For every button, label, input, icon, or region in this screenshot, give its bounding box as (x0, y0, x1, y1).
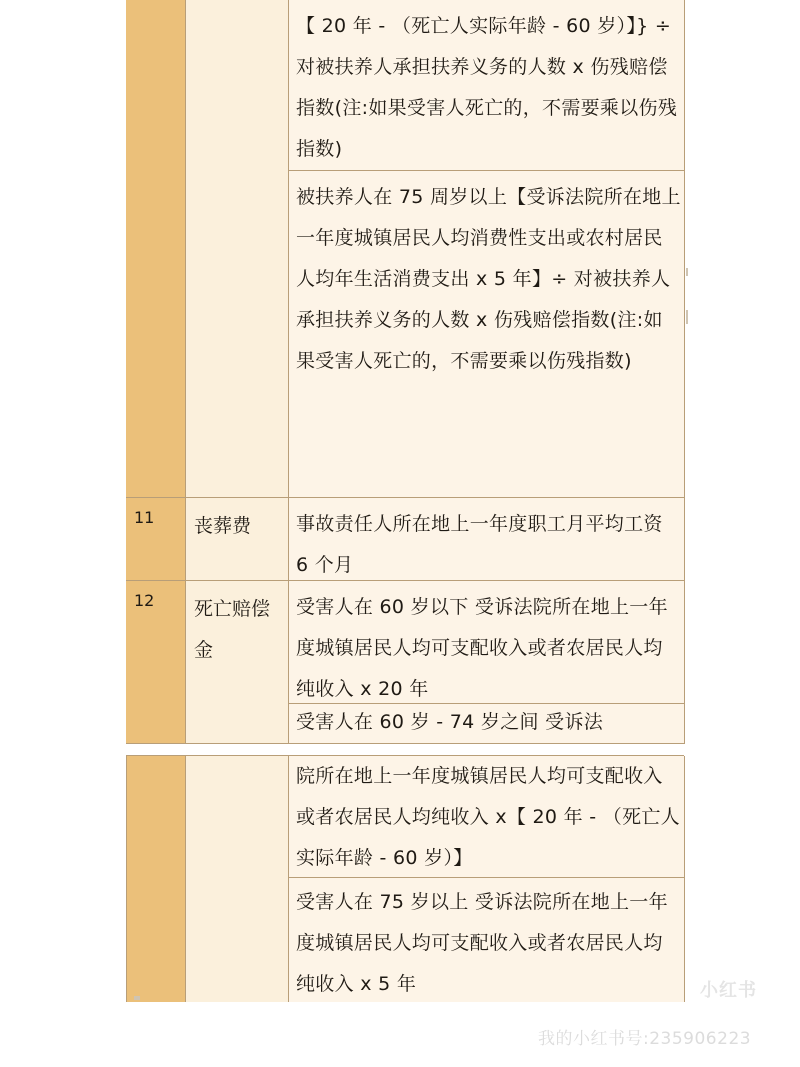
cell-formula (289, 498, 684, 580)
formula-text: 受害人在 75 岁以上 受诉法院所在地上一年度城镇居民人均可支配收入或者农居民人均纯收入 x 5 年 (296, 891, 668, 995)
cell-number (126, 581, 186, 743)
formula-text: 受害人在 60 岁 - 74 岁之间 受诉法 (296, 711, 604, 733)
formula-text: 被扶养人在 75 周岁以上【受诉法院所在地上一年度城镇居民人均消费性支出或农村居民人均年生活消费支出 x 5 年】÷ 对被扶养人承担扶养义务的人数 x 伤残赔偿指数(注:如果受害人死亡的，不需要乘以伤残指数) (296, 186, 681, 372)
formula-text: 受害人在 60 岁以下 受诉法院所在地上一年度城镇居民人均可支配收入或者农居民人均纯收入 x 20 年 (296, 596, 668, 700)
item-name: 丧葬费 (194, 515, 252, 537)
table-row-continuation (126, 0, 684, 498)
table-block-1 (126, 0, 684, 743)
formula-text: 事故责任人所在地上一年度职工月平均工资 6 个月 (296, 513, 663, 576)
table-right-border (684, 0, 685, 744)
edge-mark (686, 310, 688, 324)
edge-mark (134, 996, 140, 1000)
cell-item-name (186, 0, 289, 497)
formula-text: 【 20 年 - （死亡人实际年龄 - 60 岁）】} ÷ 对被扶养人承担扶养义务的人数 x 伤残赔偿指数(注:如果受害人死亡的，不需要乘以伤残指数) (296, 15, 678, 160)
formula-cell-b (289, 704, 684, 743)
formula-cell-b (289, 756, 684, 878)
table-block-2 (126, 755, 684, 1002)
cell-number (126, 756, 186, 1002)
table-row (126, 581, 684, 744)
table-right-border (684, 756, 685, 1002)
formula-cell-a (289, 581, 684, 704)
row-number: 12 (134, 591, 155, 610)
watermark-handle: 我的小红书号:235906223 (538, 1029, 752, 1049)
formula-cell-a (289, 0, 684, 171)
table-row (126, 756, 684, 1002)
formula-cell-b (289, 171, 684, 497)
cell-item-name (186, 498, 289, 580)
formula-text: 院所在地上一年度城镇居民人均可支配收入或者农居民人均纯收入 x【 20 年 - （死亡人实际年龄 - 60 岁）】 (296, 765, 680, 869)
row-number: 11 (134, 508, 155, 527)
cell-item-name (186, 756, 289, 1002)
table-left-border (126, 756, 127, 1002)
formula-cell-c (289, 878, 684, 1002)
cell-number (126, 498, 186, 580)
table-row (126, 498, 684, 581)
cell-item-name (186, 581, 289, 743)
watermark-logo: 小红书 (700, 980, 757, 1001)
cell-number (126, 0, 186, 497)
edge-mark (686, 268, 688, 276)
item-name: 死亡赔偿金 (194, 598, 271, 661)
